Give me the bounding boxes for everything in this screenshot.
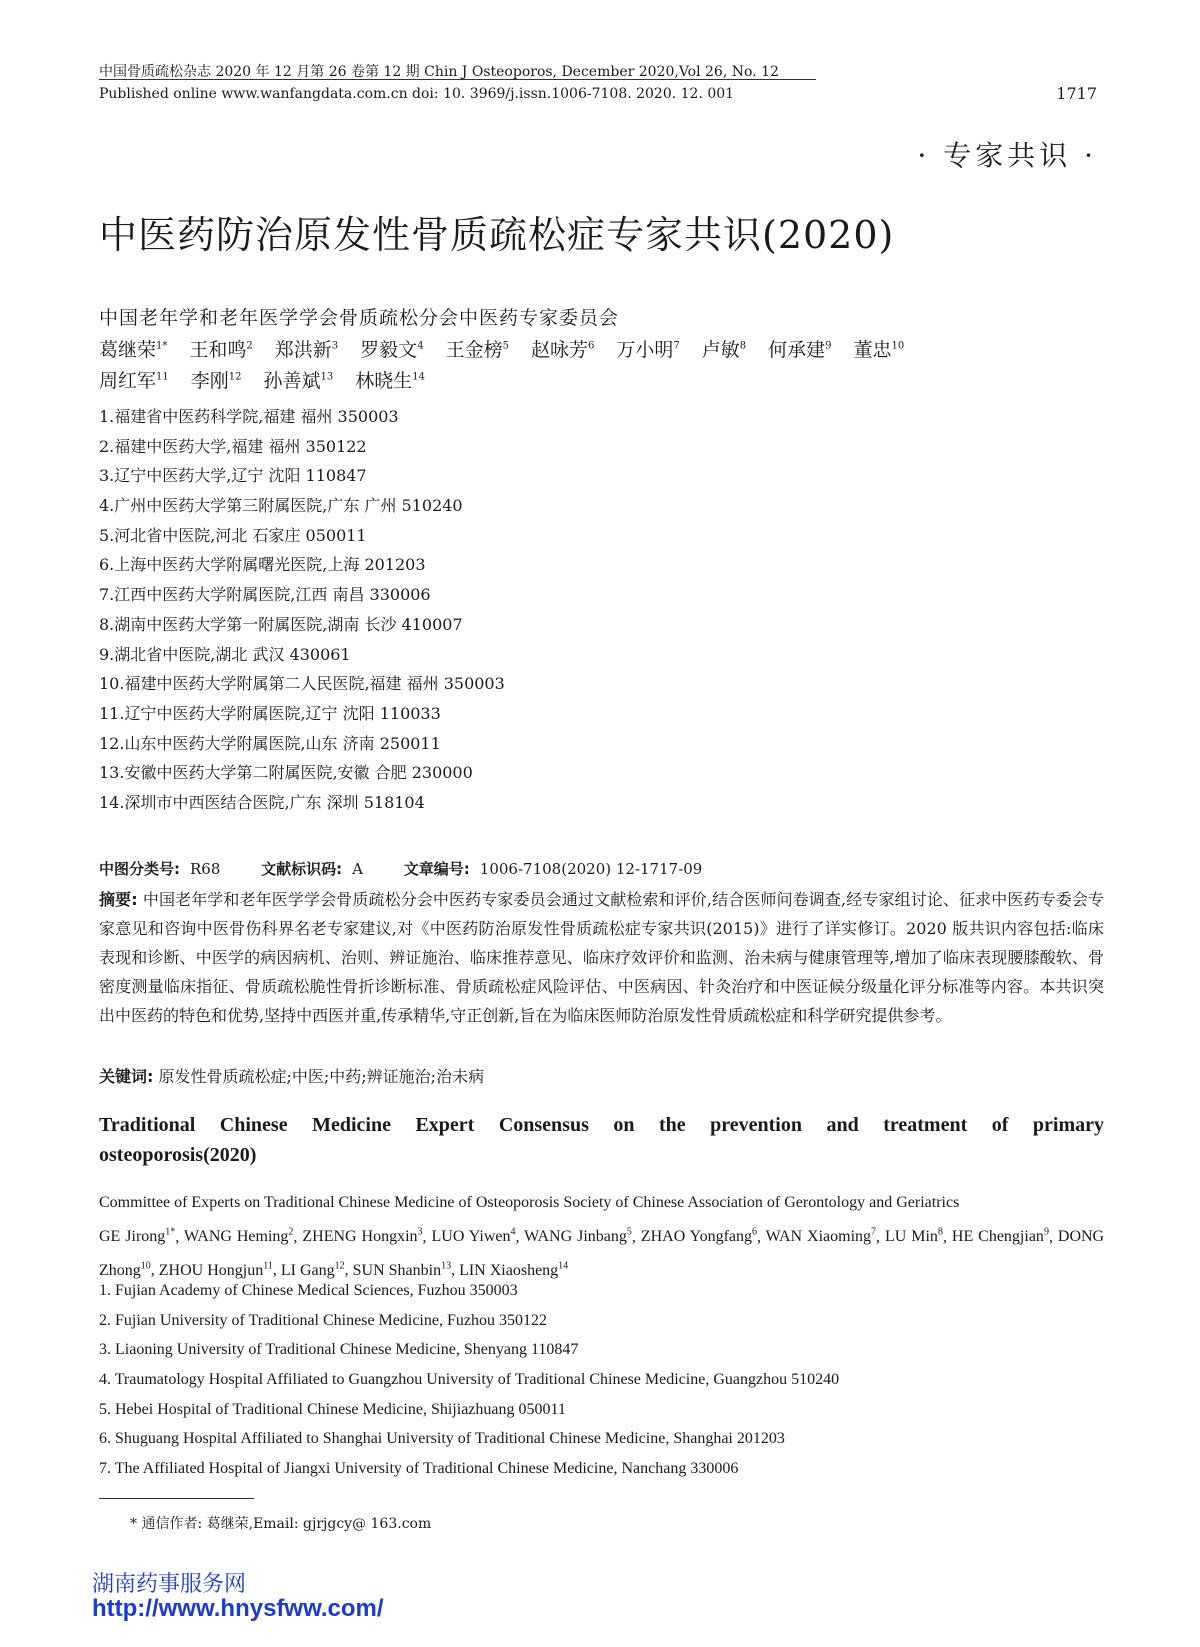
cn-author-name: 王和鸣 xyxy=(189,339,247,361)
cn-author-affil-marker: 12 xyxy=(228,371,242,383)
affiliation-en-item: 6. Shuguang Hospital Affiliated to Shanghai University of Traditional Chinese Medicine, Shanghai 201203 xyxy=(99,1430,785,1448)
affiliation-en-item: 7. The Affiliated Hospital of Jiangxi University of Traditional Chinese Medicine, Nanchang 330006 xyxy=(99,1460,739,1478)
cn-author xyxy=(854,339,905,361)
cn-author-name: 卢敏 xyxy=(701,339,740,361)
affiliation-en-item: 4. Traumatology Hospital Affiliated to Guangzhou University of Traditional Chinese Medicine, Guangzhou 510240 xyxy=(99,1371,840,1389)
affiliation-en-item: 1. Fujian Academy of Chinese Medical Sciences, Fuzhou 350003 xyxy=(99,1282,518,1299)
en-author-affil-marker: 11 xyxy=(263,1260,273,1272)
en-author-name: WAN Xiaoming xyxy=(765,1227,872,1245)
organization: 中国老年学和老年医学学会骨质疏松分会中医药专家委员会 xyxy=(99,307,620,329)
authors-cn-line-1 xyxy=(99,335,926,362)
cn-author-affil-marker: 8 xyxy=(739,340,747,352)
cn-author xyxy=(446,339,509,361)
cn-author xyxy=(360,339,423,361)
cn-author xyxy=(768,339,831,361)
cn-author-name: 孙善斌 xyxy=(263,370,321,392)
article-no-label: 文章编号: xyxy=(403,860,470,878)
affiliation-cn-item: 13.安徽中医药大学第二附属医院,安徽 合肥 230000 xyxy=(99,763,473,783)
en-author-name: WANG Jinbang xyxy=(524,1227,627,1245)
en-author-affil-marker: 7 xyxy=(871,1226,877,1238)
affiliation-cn-item: 12.山东中医药大学附属医院,山东 济南 250011 xyxy=(99,733,441,753)
affiliations-en xyxy=(99,1276,839,1484)
clc-value: R68 xyxy=(190,860,221,878)
keywords xyxy=(99,1064,484,1087)
en-author-name: DONG Zhong xyxy=(99,1227,1105,1279)
cn-author-affil-marker: 14 xyxy=(412,371,425,383)
cn-author-name: 罗毅文 xyxy=(360,339,418,361)
cn-author xyxy=(264,370,334,392)
cn-author-name: 赵咏芳 xyxy=(530,339,588,361)
en-author-name: ZHENG Hongxin xyxy=(302,1227,418,1245)
cn-author xyxy=(191,370,242,392)
affiliation-cn-item: 1.福建省中医药科学院,福建 福州 350003 xyxy=(99,407,399,426)
en-author xyxy=(524,1228,632,1245)
en-author-affil-marker: 1* xyxy=(165,1226,176,1238)
en-author-name: WANG Heming xyxy=(183,1227,289,1245)
page-number: 1717 xyxy=(1056,84,1097,103)
en-author-affil-marker: 14 xyxy=(558,1260,569,1272)
en-author-affil-marker: 2 xyxy=(288,1226,294,1238)
cn-author xyxy=(99,339,167,361)
paper-title: 中医药防治原发性骨质疏松症专家共识(2020) xyxy=(99,213,895,257)
cn-author-name: 董忠 xyxy=(853,339,892,361)
abstract-label: 摘要: xyxy=(99,890,138,909)
cn-author xyxy=(189,339,252,361)
cn-author xyxy=(702,339,746,361)
en-author-name: LI Gang xyxy=(280,1261,335,1279)
abstract-text: 中国老年学和老年医学学会骨质疏松分会中医药专家委员会通过文献检索和评价,结合医师问卷调查,经专家组讨论、征求中医药专委会专家意见和咨询中医骨伤科界名老专家建议,对《中医药防治原发性骨质疏松症专家共识(2015)》进行了详实修订。2020 版共识内容包括:临床表现和诊断、中医学的病因病机、治则、辨证施治、临床推荐意见、临床疗效评价和监测、治未病与健康管理等,增加了临床表现腰膝酸软、骨密度测量临床指征、骨质疏松脆性骨折诊断标准、骨质疏松症风险评估、中医病因、针灸治疗和中医证候分级量化评分标准等内容。本共识突出中医药的特色和优势,坚持中西医并重,传承精华,守正创新,旨在为临床医师防治原发性骨质疏松症和科学研究提供参考。 xyxy=(99,890,1104,1025)
affiliation-en-item: 3. Liaoning University of Traditional Chinese Medicine, Shenyang 110847 xyxy=(99,1341,579,1359)
cn-author xyxy=(99,370,169,392)
clc-label: 中图分类号: xyxy=(99,860,180,878)
en-author-affil-marker: 6 xyxy=(752,1226,757,1238)
en-author-affil-marker: 8 xyxy=(937,1226,943,1238)
affiliation-cn-item: 7.江西中医药大学附属医院,江西 南昌 330006 xyxy=(99,585,431,605)
affiliation-cn-item: 9.湖北省中医院,湖北 武汉 430061 xyxy=(99,644,351,664)
affiliations-cn xyxy=(99,402,505,818)
doc-code-label: 文献标识码: xyxy=(261,860,343,878)
header-rule xyxy=(99,79,816,80)
keywords-label: 关键词: xyxy=(99,1067,154,1086)
english-authors: GE Jirong$^{1*}$, WANG Heming$^2$, ZHENG Hongxin$^3$, LUO Yiwen$^4$, WANG Jinbang$^5$, ZHAO Yongfang$^6$, WAN Xiaoming$^7$, LU Min$^8$, HE Chengjian$^9$, DONG Zhong$^{10}$, ZHOU Hongjun$^{11}$, LI Gang$^{12}$, SUN Shanbin$^{13}$, LIN Xiaosheng$^{14}$ xyxy=(99,1226,1105,1279)
affiliation-cn-item: 3.辽宁中医药大学,辽宁 沈阳 110847 xyxy=(99,466,367,486)
cn-author xyxy=(616,339,679,361)
cn-author-affil-marker: 11 xyxy=(156,371,169,383)
en-author-affil-marker: 9 xyxy=(1043,1226,1049,1238)
corresponding-author-footnote: * 通信作者: 葛继荣,Email: gjrjgcy@ 163.com xyxy=(130,1516,432,1532)
footnote-rule xyxy=(99,1498,254,1499)
en-author-affil-marker: 13 xyxy=(441,1260,452,1272)
affiliation-cn-item: 11.辽宁中医药大学附属医院,辽宁 沈阳 110033 xyxy=(99,703,441,723)
cn-author-affil-marker: 3 xyxy=(331,340,339,352)
cn-author xyxy=(531,339,594,361)
cn-author-name: 何承建 xyxy=(768,339,826,361)
en-author-affil-marker: 4 xyxy=(510,1226,516,1238)
en-author-affil-marker: 12 xyxy=(334,1260,345,1272)
en-author xyxy=(766,1228,876,1245)
publish-info-line: Published online www.wanfangdata.com.cn doi: 10. 3969/j.issn.1006-7108. 2020. 12. 001 xyxy=(99,86,735,102)
en-author xyxy=(302,1228,422,1245)
en-author-name: LUO Yiwen xyxy=(431,1227,511,1245)
affiliation-cn-item: 4.广州中医药大学第三附属医院,广东 广州 510240 xyxy=(99,496,463,516)
cn-author-name: 万小明 xyxy=(616,339,674,361)
en-author xyxy=(641,1228,757,1245)
en-author xyxy=(952,1228,1049,1245)
cn-author-affil-marker: 10 xyxy=(891,340,905,352)
affiliation-cn-item: 8.湖南中医药大学第一附属医院,湖南 长沙 410007 xyxy=(99,614,463,634)
cn-author-name: 葛继荣 xyxy=(99,339,157,361)
cn-author-name: 王金榜 xyxy=(445,339,503,361)
en-author-name: LU Min xyxy=(884,1227,938,1245)
affiliation-cn-item: 5.河北省中医院,河北 石家庄 050011 xyxy=(99,525,367,545)
abstract xyxy=(99,885,1104,1030)
en-author xyxy=(184,1228,293,1245)
cn-author-affil-marker: 9 xyxy=(825,340,832,352)
cn-author xyxy=(275,339,338,361)
cn-author-affil-marker: 5 xyxy=(502,340,509,352)
cn-author-name: 林晓生 xyxy=(355,370,413,392)
affiliation-en-item: 5. Hebei Hospital of Traditional Chinese Medicine, Shijiazhuang 050011 xyxy=(99,1400,566,1418)
en-author-affil-marker: 5 xyxy=(626,1226,632,1238)
en-author-name: GE Jirong xyxy=(99,1227,166,1245)
cn-author-affil-marker: 7 xyxy=(673,340,680,352)
cn-author-affil-marker: 2 xyxy=(246,340,253,352)
cn-author-affil-marker: 13 xyxy=(320,371,334,383)
en-author-name: ZHAO Yongfang xyxy=(640,1227,752,1245)
cn-author-name: 李刚 xyxy=(190,370,229,392)
affiliation-cn-item: 10.福建中医药大学附属第二人民医院,福建 福州 350003 xyxy=(99,674,505,694)
en-author-affil-marker: 10 xyxy=(140,1260,151,1272)
watermark-site-name: 湖南药事服务网 xyxy=(92,1572,247,1597)
cn-author-name: 周红军 xyxy=(99,370,157,392)
en-author xyxy=(99,1228,175,1245)
en-author-name: ZHOU Hongjun xyxy=(158,1261,264,1279)
classification-line xyxy=(99,858,702,879)
en-author-name: HE Chengjian xyxy=(951,1227,1044,1245)
cn-author-affil-marker: 6 xyxy=(587,340,595,352)
english-title: Traditional Chinese Medicine Expert Consensus on the prevention and treatment of primary osteoporosis(2020) xyxy=(99,1114,1104,1166)
english-committee: Committee of Experts on Traditional Chinese Medicine of Osteoporosis Society of Chinese Association of Gerontology and Geriatrics xyxy=(99,1194,960,1211)
en-author xyxy=(885,1228,943,1245)
journal-header-line: 中国骨质疏松杂志 2020 年 12 月第 26 卷第 12 期 Chin J Osteoporos, December 2020,Vol 26, No. 12 xyxy=(99,64,779,80)
cn-author-affil-marker: 4 xyxy=(417,340,424,352)
affiliation-cn-item: 6.上海中医药大学附属曙光医院,上海 201203 xyxy=(99,555,426,575)
en-author-name: SUN Shanbin xyxy=(352,1261,442,1279)
en-author xyxy=(431,1228,515,1245)
affiliation-cn-item: 2.福建中医药大学,福建 福州 350122 xyxy=(99,436,367,456)
section-label: · 专家共识 · xyxy=(917,139,1097,172)
doc-code-value: A xyxy=(352,860,364,878)
en-author-affil-marker: 3 xyxy=(417,1226,423,1238)
affiliation-en-item: 2. Fujian University of Traditional Chinese Medicine, Fuzhou 350122 xyxy=(99,1311,547,1329)
cn-author-affil-marker: 1* xyxy=(156,340,168,352)
keywords-text: 原发性骨质疏松症;中医;中药;辨证施治;治未病 xyxy=(158,1067,485,1086)
english-committee-authors xyxy=(99,1188,1104,1285)
authors-cn-line-2 xyxy=(99,366,447,393)
watermark-url: http://www.hnysfww.com/ xyxy=(92,1595,384,1622)
en-author-name: LIN Xiaosheng xyxy=(459,1261,559,1279)
article-no-value: 1006-7108(2020) 12-1717-09 xyxy=(479,860,703,878)
cn-author xyxy=(355,370,425,392)
affiliation-cn-item: 14.深圳市中西医结合医院,广东 深圳 518104 xyxy=(99,792,425,812)
cn-author-name: 郑洪新 xyxy=(274,339,332,361)
